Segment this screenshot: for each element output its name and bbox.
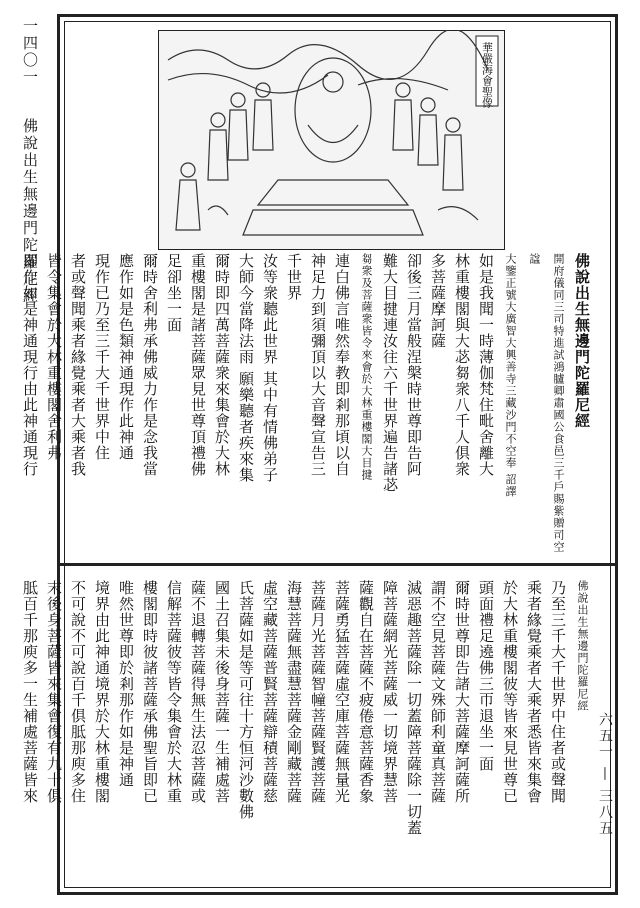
text-column: 國土召集未後身菩薩一生補處菩 [213, 580, 231, 804]
text-column: 千世界 [285, 253, 303, 301]
text-column: 神足力到須彌頂以大音聲宣告三 [309, 253, 327, 477]
text-column: 末後身菩薩皆來集會復有九十俱 [45, 580, 63, 804]
page-number: 六五一 — 三八五 [597, 712, 613, 837]
text-column: 滅惡趣菩薩除一切蓋障菩薩除一切蓋 [405, 580, 423, 836]
text-column: 爾時即四萬菩薩衆來集會於大林 [213, 253, 231, 477]
text-column: 不可說不可說百千俱胝那庾多住 [69, 580, 87, 804]
text-column: 連白佛言唯然奉教即剎那頃以自 [333, 253, 351, 477]
text-column: 乃至三千大千世界中住者或聲聞 [549, 580, 567, 804]
text-column: 重樓閣是諸菩薩眾見世尊頂禮佛 [189, 253, 207, 477]
text-column: 難大目揵連汝往六千世界遍告諸苾 [381, 253, 399, 493]
text-column: 樓閣即時彼諸菩薩承佛聖旨即已 [141, 580, 159, 804]
text-column: 皆令集會於大林重樓閣舍利弗 [45, 253, 63, 461]
text-column: 境界由此神通境界於大林重樓閣 [93, 580, 111, 804]
text-column: 氏菩薩如是等可往十方恒河沙數佛 [237, 580, 255, 820]
text-column: 足卻坐一面 [165, 253, 183, 333]
text-column: 於大林重樓閣彼等皆來見世尊已 [501, 580, 519, 804]
text-column: 菩薩月光菩薩智幢菩薩賢護菩薩 [309, 580, 327, 804]
sutra-title-margin: 佛說出生無邊門陀羅尼經 [21, 118, 39, 305]
text-column: 爾時世尊即告諸大菩薩摩訶薩所 [453, 580, 471, 804]
bottom-text-block [21, 580, 594, 880]
text-column: 如是我聞一時薄伽梵住毗舍離大 [477, 253, 495, 477]
text-column: 開府儀同三司特進試鴻臚卿肅國公食邑三千戶賜紫贈司空諡 [528, 253, 565, 553]
volume-number: 一四〇一 [21, 18, 39, 86]
text-column: 菩薩勇猛菩薩虛空庫菩薩無量光 [333, 580, 351, 804]
text-column: 頭面禮足遶佛三帀退坐一面 [477, 580, 495, 772]
text-column: 謂不空見菩薩文殊師利童真菩薩 [429, 580, 447, 804]
text-column: 現作已乃至三千大千世界中住 [93, 253, 111, 461]
text-column: 信解菩薩彼等皆令集會於大林重 [165, 580, 183, 804]
text-column: 海慧菩薩無盡慧菩薩金剛藏菩薩 [285, 580, 303, 804]
text-column: 大鑒正號大廣智大興善寺三藏沙門不空奉 詔譯 [504, 253, 517, 498]
text-column: 佛說出生無邊門陀羅尼經 [573, 253, 591, 429]
text-column: 薩觀自在菩薩不疲倦意菩薩香象 [357, 580, 375, 804]
illustration-caption: 華嚴海會聖像 [480, 42, 494, 108]
buddha-assembly-illustration [158, 30, 505, 250]
text-column: 虛空藏菩薩普賢菩薩辯積菩薩慈 [261, 580, 279, 804]
text-column: 障菩薩網光菩薩威一切境界慧菩 [381, 580, 399, 804]
text-column: 者或聲聞乘者緣覺乘者大乘者我 [69, 253, 87, 477]
text-column: 芻衆及菩薩衆皆令來會於大林重樓閣大目揵 [360, 253, 373, 481]
text-column: 佛說出生無邊門陀羅尼經 [576, 580, 589, 712]
text-column: 卻後三月當般涅槃時世尊即告阿 [405, 253, 423, 477]
text-column: 胝百千那庾多一生補處菩薩皆來 [21, 580, 39, 804]
text-column: 即作如是神通現行由此神通現行 [21, 253, 39, 477]
text-column: 應作如是色類神通現作此神通 [117, 253, 135, 461]
top-text-block [21, 253, 594, 553]
section-divider [57, 563, 618, 566]
text-column: 多菩薩摩訶薩 [429, 253, 447, 349]
text-column: 爾時舍利弗承佛威力作是念我當 [141, 253, 159, 477]
text-column: 林重樓閣與大苾芻衆八千人俱衆 [453, 253, 471, 477]
text-column: 汝等衆聽此世界 其中有情佛弟子 [261, 253, 279, 483]
text-column: 乘者緣覺乘者大乘者悉皆來集會 [525, 580, 543, 804]
text-column: 唯然世尊即於剎那作如是神通 [117, 580, 135, 788]
text-column: 薩不退轉菩薩得無生法忍菩薩或 [189, 580, 207, 804]
text-column: 大師今當降法雨 願樂聽者疾來集 [237, 253, 255, 483]
